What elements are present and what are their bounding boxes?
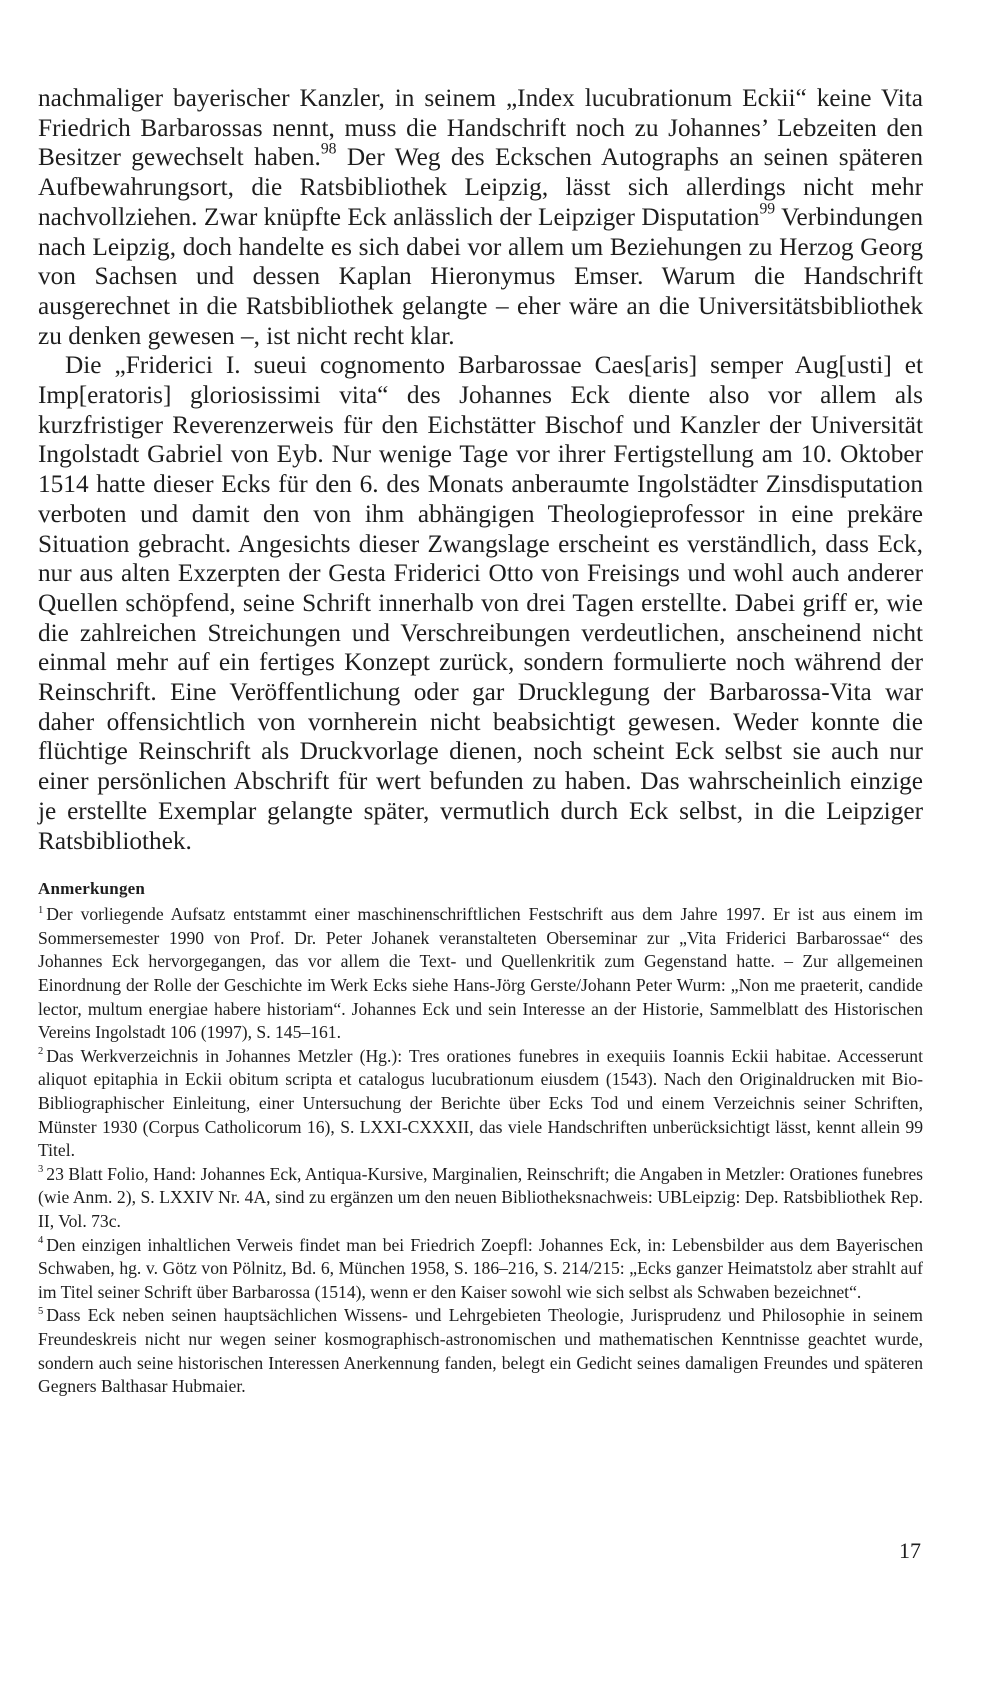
footnote-2: [38, 1045, 923, 1163]
footnote-number: 1: [38, 904, 44, 916]
paragraph-2: Die „Friderici I. sueui cognomento Barbarossae Caes[aris] semper Aug[usti] et Imp[eratoris] gloriosissimi vita“ des Johannes Eck diente also vor allem als kurzfristiger Reverenzerweis für den Eichstätter Bischof und Kanzler der Universität Ingolstadt Gabriel von Eyb. Nur wenige Tage vor ihrer Fertigstellung am 10. Oktober 1514 hatte dieser Ecks für den 6. des Monats anberaumte Ingolstädter Zinsdisputation verboten und damit den von ihm abhängigen Theologieprofessor in eine prekäre Situation gebracht. Angesichts dieser Zwangslage erscheint es verständlich, dass Eck, nur aus alten Exzerpten der Gesta Friderici Otto von Freisings und wohl auch anderer Quellen schöpfend, seine Schrift innerhalb von drei Tagen erstellte. Dabei griff er, wie die zahlreichen Streichungen und Verschreibungen verdeutlichen, anscheinend nicht einmal mehr auf ein fertiges Konzept zurück, sondern formulierte noch während der Reinschrift. Eine Veröffentlichung oder gar Drucklegung der Barbarossa-Vita war daher offensichtlich von vornherein nicht beabsichtigt gewesen. Weder konnte die flüchtige Reinschrift als Druckvorlage dienen, noch scheint Eck selbst sie auch nur einer persönlichen Abschrift für wert befunden zu haben. Das wahrscheinlich einzige je erstellte Exemplar gelangte später, vermutlich durch Eck selbst, in die Leipziger Ratsbibliothek.: [38, 351, 923, 855]
footnote-ref-98: 98: [320, 140, 337, 158]
footnote-text: Das Werkverzeichnis in Johannes Metzler (Hg.): Tres orationes funebres in exequiis Ioannis Eckii habitae. Accesserunt aliquot epitaphia in Eckii obitum scripta et catalogus lucubrationum eiusdem (1543). Nach den Originaldrucken mit Bio-Bibliographischer Einleitung, einer Untersuchung der Berichte über Ecks Tod und einem Verzeichnis seiner Schriften, Münster 1930 (Corpus Catholicorum 16), S. LXXI-CXXXII, das viele Handschriften unberücksichtigt lässt, kennt allein 99 Titel.: [38, 1045, 923, 1161]
footnote-text: 23 Blatt Folio, Hand: Johannes Eck, Antiqua-Kursive, Marginalien, Reinschrift; die Angaben in Metzler: Orationes funebres (wie Anm. 2), S. LXXIV Nr. 4A, sind zu ergänzen um den neuen Bibliotheksnachweis: UBLeipzig: Dep. Ratsbibliothek Rep. II, Vol. 73c.: [38, 1163, 923, 1231]
paragraph-1-text-b: Der Weg des Eckschen Autographs an seinen späteren Aufbewahrungsort, die Ratsbibliothek Leipzig, lässt sich allerdings nicht mehr nachvollziehen. Zwar knüpfte Eck anlässlich der Leipziger Disputation: [38, 143, 923, 231]
page-number: 17: [899, 1538, 921, 1563]
footnote-text: Dass Eck neben seinen hauptsächlichen Wissens- und Lehrgebieten Theologie, Jurisprudenz und Philosophie in seinem Freundeskreis nicht nur wegen seiner kosmographisch-astronomischen und mathematischen Kenntnisse geachtet wurde, sondern auch seine historischen Interessen Anerkennung fanden, belegt ein Gedicht seines damaligen Freundes und späteren Gegners Balthasar Hubmaier.: [38, 1305, 923, 1397]
paragraph-1: [38, 84, 923, 351]
notes-heading: Anmerkungen: [38, 879, 146, 899]
footnote-number: 5: [38, 1305, 44, 1317]
footnote-number: 3: [38, 1164, 44, 1176]
footnote-number: 2: [38, 1046, 44, 1058]
footnote-3: [38, 1163, 923, 1234]
footnote-4: [38, 1234, 923, 1305]
footnote-text: Den einzigen inhaltlichen Verweis findet man bei Friedrich Zoepfl: Johannes Eck, in: Lebensbilder aus dem Bayerischen Schwaben, hg. v. Götz von Pölnitz, Bd. 6, München 1958, S. 186–216, S. 214/215: „Ecks ganzer Heimatstolz aber strahlt auf im Titel seiner Schrift über Barbarossa (1514), wenn er den Kaiser sowohl wie sich selbst als Schwaben bezeichnet“.: [38, 1234, 923, 1302]
paragraph-1-text-a: nachmaliger bayerischer Kanzler, in seinem „Index lucubrationum Eckii“ keine Vita Friedrich Barbarossas nennt, muss die Handschrift noch zu Johannes’ Lebzeiten den Besitzer gewechselt haben.: [38, 84, 923, 172]
page-content: [38, 84, 923, 1399]
footnotes-list: [38, 903, 923, 1398]
footnote-ref-99: 99: [759, 200, 776, 218]
main-text: [38, 84, 923, 856]
footnote-5: [38, 1304, 923, 1398]
footnote-number: 4: [38, 1235, 44, 1247]
paragraph-1-text-c: Verbindungen nach Leipzig, doch handelte es sich dabei vor allem um Beziehungen zu Herzog Georg von Sachsen und dessen Kaplan Hieronymus Emser. Warum die Handschrift ausgerechnet in die Ratsbibliothek gelangte – eher wäre an die Universitätsbibliothek zu denken gewesen –, ist nicht recht klar.: [38, 202, 924, 350]
footnote-1: [38, 903, 923, 1045]
footnote-text: Der vorliegende Aufsatz entstammt einer maschinenschriftlichen Festschrift aus dem Jahre 1997. Er ist aus einem im Sommersemester 1990 von Prof. Dr. Peter Johanek veranstalteten Oberseminar zur „Vita Friderici Barbarossae“ des Johannes Eck hervorgegangen, das vor allem die Text- und Quellenkritik zum Gegenstand hatte. – Zur allgemeinen Einordnung der Rolle der Geschichte im Werk Ecks siehe Hans-Jörg Gerste/Johann Peter Wurm: „Non me praeterit, candide lector, multum energiae habere historiam“. Johannes Eck und sein Interesse an der Historie, Sammelblatt des Historischen Vereins Ingolstadt 106 (1997), S. 145–161.: [38, 904, 923, 1043]
